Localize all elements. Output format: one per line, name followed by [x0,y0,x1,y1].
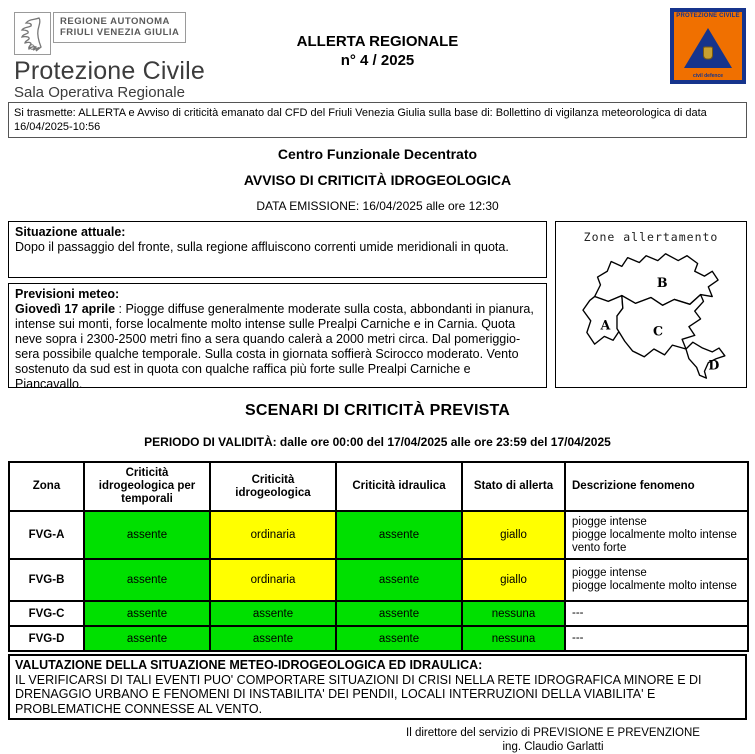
temporali-cell: assente [84,559,210,601]
zona-cell: FVG-A [9,511,84,559]
zona-cell: FVG-C [9,601,84,626]
pc-logo-bottom-text: civil defence [692,73,723,79]
temporali-cell: assente [84,626,210,651]
fvg-zones-map [563,246,739,384]
map-title: Zone allertamento [583,230,719,244]
criticality-table-head [9,462,748,511]
transmission-note: Si trasmette: ALLERTA e Avviso di criticità emanato dal CFD del Friuli Venezia Giulia sulla base di: Bollettino di vigilanza meteorologica di data 16/04/2025-10:56 [8,102,747,138]
current-situation-box [8,221,547,278]
table-row [9,626,748,651]
column-header: Descrizione fenomeno [565,462,748,511]
zona-cell: FVG-B [9,559,84,601]
alert-title-line2: n° 4 / 2025 [340,52,415,69]
descrizione-cell: --- [565,601,748,626]
scenarios-heading: SCENARI DI CRITICITÀ PREVISTA [244,402,511,419]
temporali-cell: assente [84,601,210,626]
emission-date: DATA EMISSIONE: 16/04/2025 alle ore 12:30 [256,199,499,213]
weather-forecast-box [8,283,547,391]
forecast-text: : Piogge diffuse generalmente moderate sulla costa, abbondanti in pianura, intense sui monti, forse localmente molto intense sulle Prealpi Carniche e in Carnia. Quota neve sopra i 2300-2500 metri fino a sera quando calerà a 2000 metri circa. Dal pomeriggio-sera possibile qualche temporale. Sulla costa in giornata soffierà Scirocco moderato. Vento sostenuto da sud est in quota con qualche raffica più forte sulle Prealpi Carniche e Piancavallo. [15,302,534,391]
cfd-heading: Centro Funzionale Decentrato [277,146,478,162]
alert-title-line1: ALLERTA REGIONALE [296,33,459,50]
org-subtitle: Sala Operativa Regionale [14,84,185,101]
table-row [9,511,748,559]
forecast-title: Previsioni meteo: [15,287,120,301]
idrogeologica-cell: assente [210,626,336,651]
validity-period: PERIODO DI VALIDITÀ: dalle ore 00:00 del 17/04/2025 alle ore 23:59 del 17/04/2025 [144,435,611,449]
signature-block [358,726,748,754]
alert-zones-map-box [555,221,747,388]
avviso-heading: AVVISO DI CRITICITÀ IDROGEOLOGICA [243,172,512,188]
zone-label-d: D [708,357,720,373]
idrogeologica-cell: assente [210,601,336,626]
column-header: Zona [9,462,84,511]
column-header: Criticità idrogeologica per temporali [84,462,210,511]
zone-label-a: A [600,317,611,333]
stato-allerta-cell: giallo [462,559,565,601]
criticality-table-body [9,511,748,651]
situation-text: Dopo il passaggio del fronte, sulla regione affluiscono correnti umide meridionali in quota. [15,240,509,254]
region-name-line2: FRIULI VENEZIA GIULIA [60,27,180,38]
assessment-box [8,654,747,720]
zone-label-b: B [656,274,668,290]
stato-allerta-cell: nessuna [462,601,565,626]
idraulica-cell: assente [336,601,462,626]
stato-allerta-cell: nessuna [462,626,565,651]
idraulica-cell: assente [336,626,462,651]
temporali-cell: assente [84,511,210,559]
criticality-table [8,461,749,652]
descrizione-cell: --- [565,626,748,651]
column-header: Stato di allerta [462,462,565,511]
idraulica-cell: assente [336,511,462,559]
zone-label-c: C [652,323,664,339]
org-title: Protezione Civile [14,57,205,85]
pc-logo-emblem [703,46,713,59]
director-line: Il direttore del servizio di PREVISIONE E PREVENZIONE [406,727,700,739]
forecast-day: Giovedì 17 aprile [15,302,116,316]
column-header: Criticità idrogeologica [210,462,336,511]
pc-logo-top-text: PROTEZIONE CIVILE [676,13,740,19]
situation-title: Situazione attuale: [15,225,126,239]
alert-title [0,32,755,70]
idrogeologica-cell: ordinaria [210,559,336,601]
column-header: Criticità idraulica [336,462,462,511]
middle-section [8,221,747,391]
protezione-civile-logo-icon [670,8,746,84]
assessment-title: VALUTAZIONE DELLA SITUAZIONE METEO-IDROGEOLOGICA ED IDRAULICA: [15,658,483,672]
zona-cell: FVG-D [9,626,84,651]
table-row [9,601,748,626]
stato-allerta-cell: giallo [462,511,565,559]
idrogeologica-cell: ordinaria [210,511,336,559]
region-name-line1: REGIONE AUTONOMA [60,16,170,27]
table-row [9,559,748,601]
assessment-text: IL VERIFICARSI DI TALI EVENTI PUO' COMPORTARE SITUAZIONI DI CRISI NELLA RETE IDROGRAFICA MINORE E DI DRENAGGIO URBANO E FENOMENI DI INSTABILITA' DEI PENDII, LOCALI INTERRUZIONI DELLA VIABILITA' E PROBLEMATICHE CONNESSE AL VENTO. [15,672,702,716]
document-header [0,0,755,100]
descrizione-cell: piogge intense piogge localmente molto intense [565,559,748,601]
idraulica-cell: assente [336,559,462,601]
director-name: ing. Claudio Garlatti [502,741,604,753]
descrizione-cell: piogge intense piogge localmente molto intense vento forte [565,511,748,559]
